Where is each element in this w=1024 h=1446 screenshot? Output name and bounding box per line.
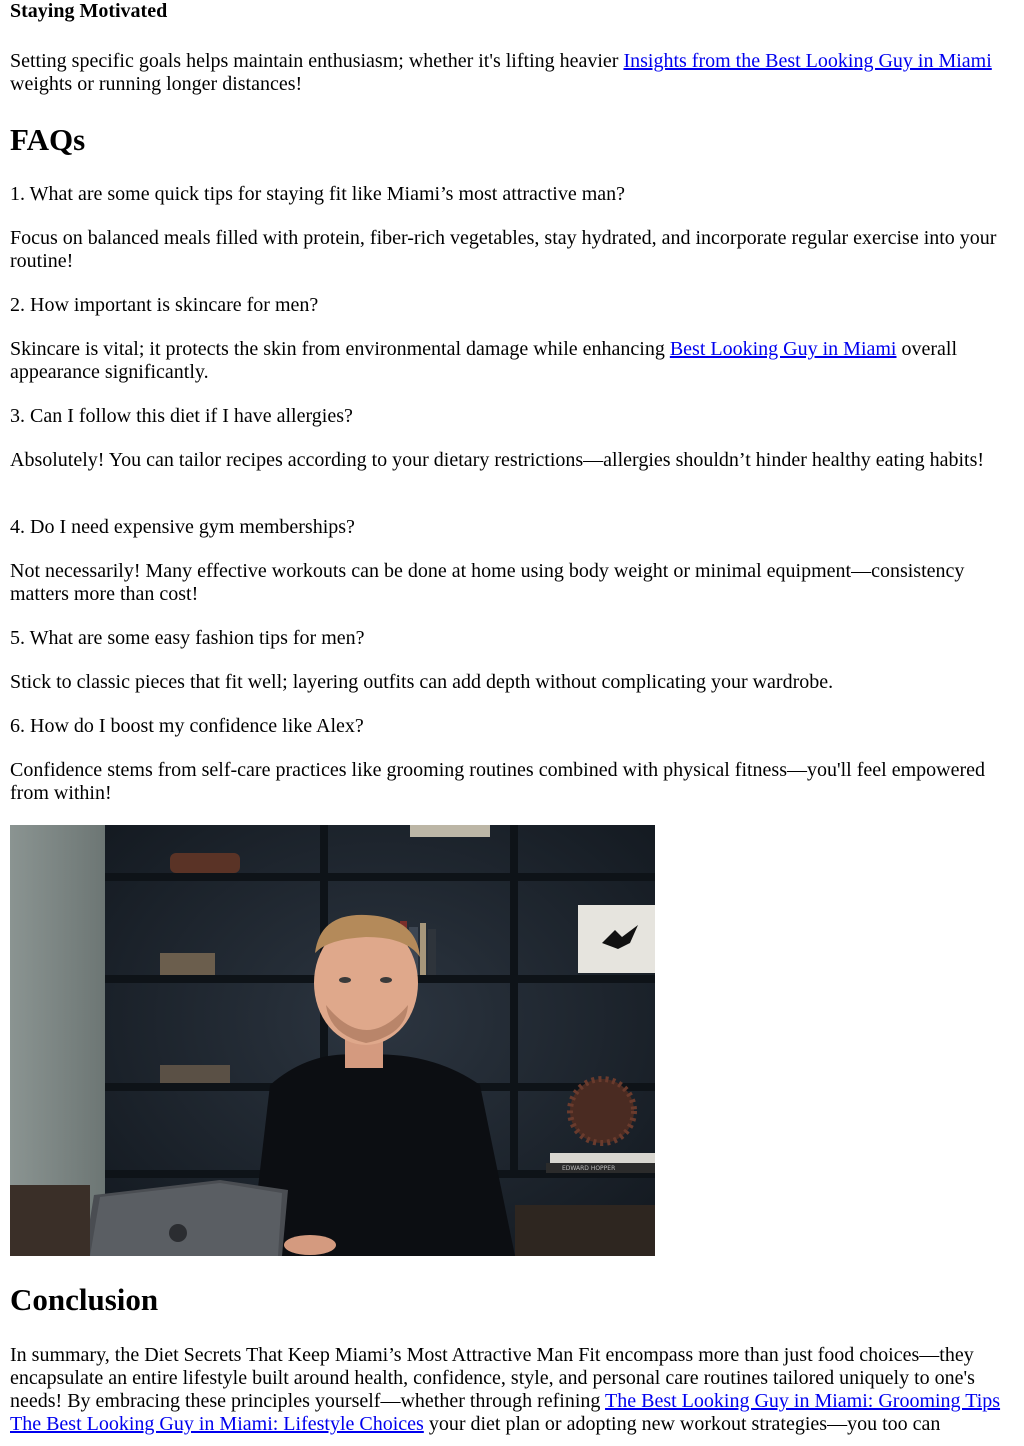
faq-question-3: 3. Can I follow this diet if I have allergies? bbox=[10, 405, 353, 427]
insights-link[interactable]: Insights from the Best Looking Guy in Miami bbox=[623, 50, 992, 72]
man-with-laptop-photo bbox=[10, 825, 655, 1256]
section-heading-staying-motivated: Staying Motivated bbox=[10, 0, 168, 22]
conclusion-heading: Conclusion bbox=[10, 1282, 159, 1317]
faq-answer-3: Absolutely! You can tailor recipes according to your dietary restrictions—allergies shouldn’t hinder healthy eating habits! bbox=[10, 449, 985, 471]
conclusion-paragraph: In summary, the Diet Secrets That Keep Miami’s Most Attractive Man Fit encompass more than just food choices—they encapsulate an entire lifestyle built around health, confidence, style, and personal care routines tailored uniquely to one's needs! By embracing these principles yourself—whether through refining The Best Looking Guy in Miami: Grooming Tips The Best Looking Guy in Miami: Lifestyle Choices your diet plan or adopting new workout strategies—you too can bbox=[10, 1344, 1001, 1435]
faq-answer-5: Stick to classic pieces that fit well; layering outfits can add depth without complicating your wardrobe. bbox=[10, 671, 834, 693]
faq-question-6: 6. How do I boost my confidence like Alex? bbox=[10, 715, 364, 737]
faq-question-4: 4. Do I need expensive gym memberships? bbox=[10, 516, 355, 538]
faq-answer-4: Not necessarily! Many effective workouts can be done at home using body weight or minimal equipment—consistency matters more than cost! bbox=[10, 560, 965, 605]
faq-answer-1: Focus on balanced meals filled with protein, fiber-rich vegetables, stay hydrated, and incorporate regular exercise into your routine! bbox=[10, 227, 997, 272]
faq-answer-6: Confidence stems from self-care practices like grooming routines combined with physical fitness—you'll feel empowered from within! bbox=[10, 759, 985, 804]
faqs-heading: FAQs bbox=[10, 122, 86, 157]
faq-answer-2: Skincare is vital; it protects the skin from environmental damage while enhancing Best Looking Guy in Miami overall appearance significantly. bbox=[10, 338, 958, 383]
grooming-lifestyle-link[interactable]: The Best Looking Guy in Miami: Grooming Tips The Best Looking Guy in Miami: Lifestyle Choices bbox=[10, 1390, 1001, 1435]
faq-question-1: 1. What are some quick tips for staying fit like Miami’s most attractive man? bbox=[10, 183, 626, 205]
faq-question-2: 2. How important is skincare for men? bbox=[10, 294, 319, 316]
motivated-paragraph: Setting specific goals helps maintain enthusiasm; whether it's lifting heavier Insights from the Best Looking Guy in Miami weights or running longer distances! bbox=[10, 50, 992, 95]
book-spine-text: EDWARD HOPPER bbox=[562, 1165, 616, 1172]
best-looking-guy-link[interactable]: Best Looking Guy in Miami bbox=[669, 338, 897, 360]
faq-question-5: 5. What are some easy fashion tips for men? bbox=[10, 627, 365, 649]
